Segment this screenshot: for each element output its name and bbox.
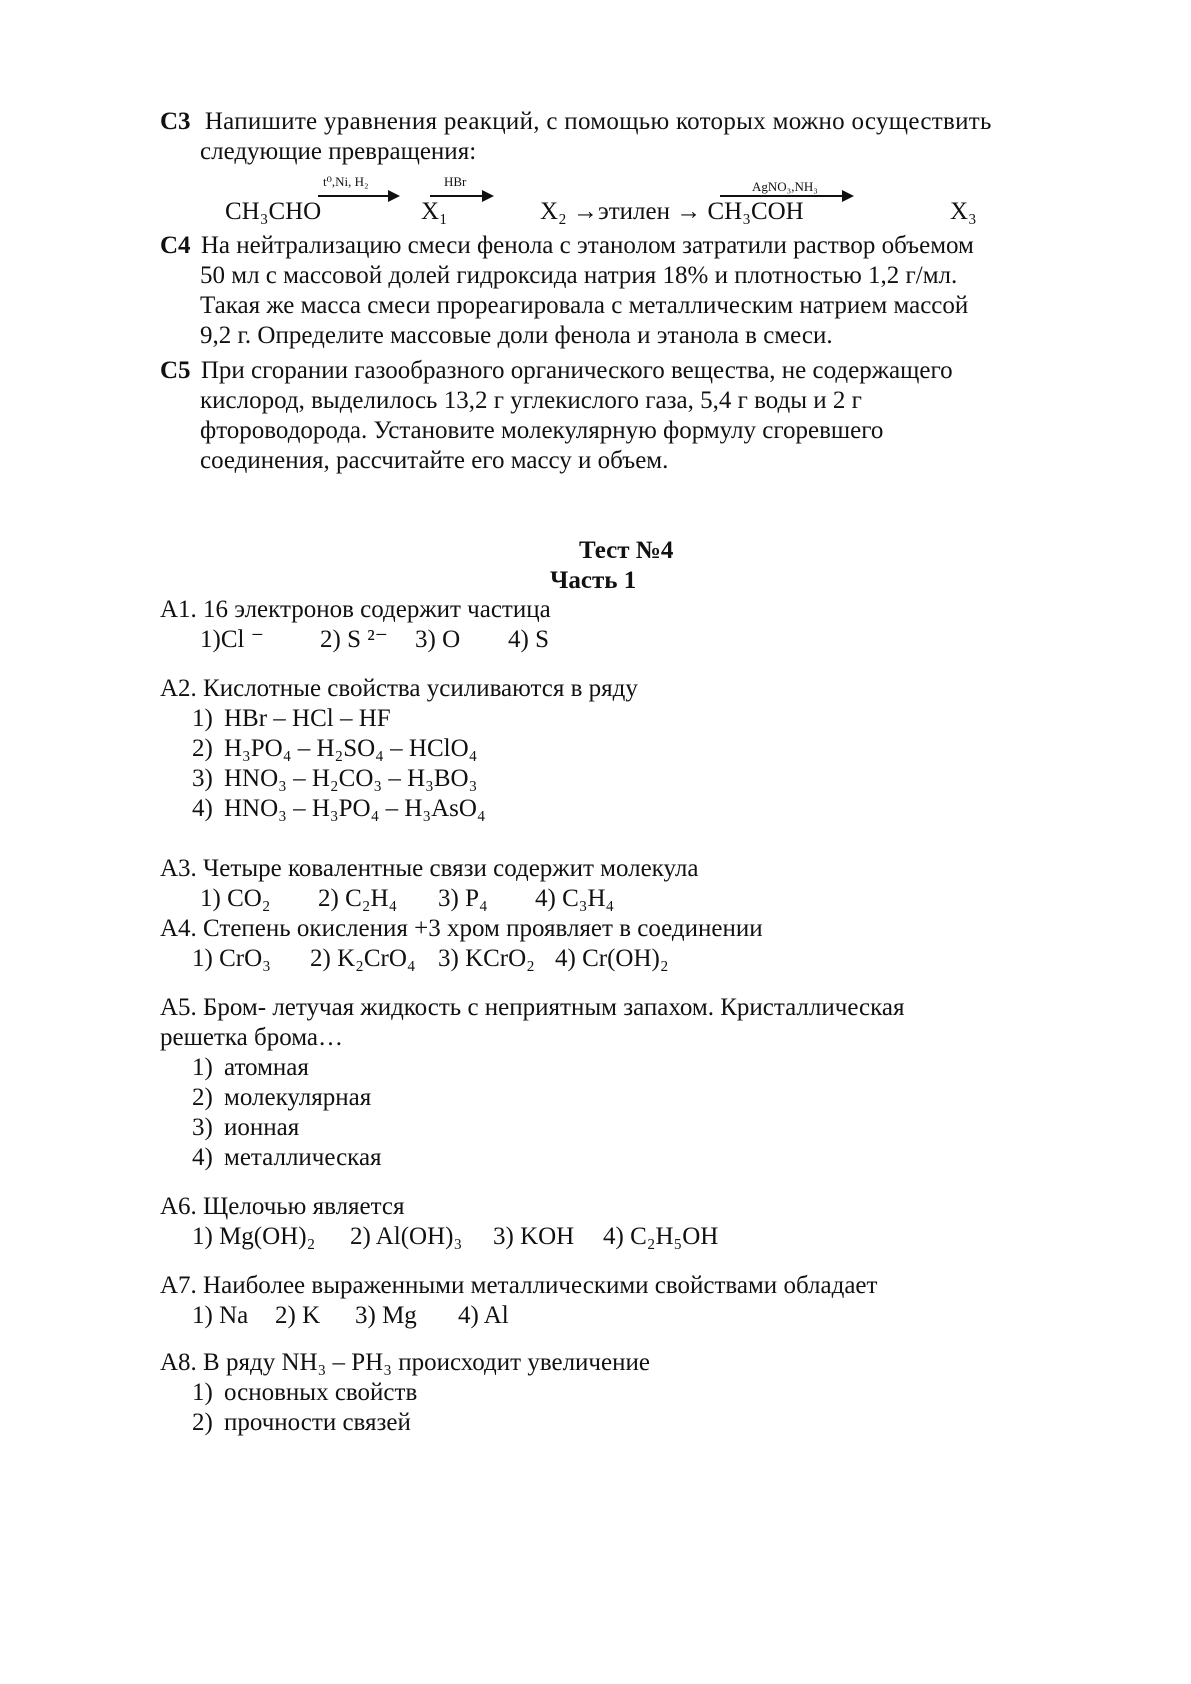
test-title: Тест №4 [579, 537, 674, 564]
a2-option-2-num: 2) [192, 735, 213, 762]
substance-3: X₂ →этилен → CH₃COH [540, 198, 804, 225]
a8-option-2-text: прочности связей [224, 1409, 411, 1436]
a4-question: А4. Степень окисления +3 хром проявляет в соединении [160, 915, 763, 942]
a7-option-3: 3) Mg [355, 1302, 417, 1329]
a2-option-1-num: 1) [192, 705, 213, 732]
a7-question: А7. Наиболее выраженными металлическими свойствами обладает [160, 1272, 878, 1299]
a6-option-4: 4) C₂H₅OH [603, 1223, 719, 1250]
c5-line-4: соединения, рассчитайте его массу и объем. [200, 447, 669, 474]
c4-label: С4 [160, 232, 191, 259]
a1-option-1: 1)Cl ⁻ [200, 626, 264, 653]
a3-question: А3. Четыре ковалентные связи содержит молекула [160, 855, 699, 882]
a7-option-4: 4) Al [458, 1302, 509, 1329]
a1-option-3: 3) O [415, 626, 461, 653]
substance-1: CH₃CHO [225, 198, 322, 225]
a5-option-1 [192, 1053, 309, 1083]
a5-option-3-text: ионная [224, 1114, 300, 1141]
a4-option-2: 2) K₂CrO₄ [310, 945, 416, 972]
c3-line-2: следующие превращения: [200, 138, 477, 165]
arrow-1 [318, 195, 398, 197]
a8-option-1 [192, 1378, 417, 1408]
condition-1: t⁰,Ni, H₂ [323, 174, 369, 189]
a3-option-1: 1) CO₂ [200, 885, 271, 912]
a2-question: А2. Кислотные свойства усиливаются в ряду [160, 675, 638, 702]
c5-line-3: фтороводорода. Установите молекулярную формулу сгоревшего [200, 417, 884, 444]
a5-option-3 [192, 1113, 299, 1143]
a5-option-2 [192, 1083, 371, 1113]
a2-option-3-text: HNO₃ – H₂CO₃ – H₃BO₃ [224, 765, 478, 792]
a4-option-1: 1) CrO₃ [192, 945, 271, 972]
a2-option-4 [192, 794, 486, 824]
a4-option-4: 4) Cr(OH)₂ [555, 945, 669, 972]
c4-line-3: Такая же масса смеси прореагировала с металлическим натрием массой [200, 292, 969, 319]
c5-line-1 [160, 356, 953, 386]
c4-line-2: 50 мл с массовой долей гидроксида натрия 18% и плотностью 1,2 г/мл. [200, 262, 958, 289]
a5-option-2-text: молекулярная [224, 1084, 372, 1111]
a6-question: А6. Щелочью является [160, 1193, 405, 1220]
a5-option-2-num: 2) [192, 1084, 213, 1111]
a5-option-4-num: 4) [192, 1144, 213, 1171]
a8-option-2 [192, 1408, 411, 1438]
a5-option-1-text: атомная [224, 1054, 309, 1081]
c4-line-4: 9,2 г. Определите массовые доли фенола и этанола в смеси. [200, 322, 833, 349]
c3-line-1 [160, 107, 992, 137]
part-title: Часть 1 [550, 567, 637, 594]
a8-option-1-num: 1) [192, 1379, 213, 1406]
a8-option-2-num: 2) [192, 1409, 213, 1436]
c3-text-1: Напишите уравнения реакций, с помощью которых можно осуществить [204, 108, 992, 135]
c4-line-1 [160, 231, 974, 261]
a1-option-4: 4) S [508, 626, 549, 653]
a2-option-4-text: HNO₃ – H₃PO₄ – H₃AsO₄ [224, 795, 486, 822]
a1-option-2: 2) S ²⁻ [320, 626, 388, 653]
a5-question-line-1: А5. Бром- летучая жидкость с неприятным запахом. Кристаллическая [160, 994, 905, 1021]
substance-2: X₁ [421, 198, 448, 225]
a3-option-2: 2) C₂H₄ [318, 885, 398, 912]
a2-option-3 [192, 764, 477, 794]
a2-option-1 [192, 704, 391, 734]
a3-option-4: 4) C₃H₄ [535, 885, 615, 912]
a2-option-3-num: 3) [192, 765, 213, 792]
a5-option-4 [192, 1143, 382, 1173]
a6-option-2: 2) Al(OH)₃ [350, 1223, 463, 1250]
a8-option-1-text: основных свойств [224, 1379, 418, 1406]
a4-option-3: 3) KCrO₂ [438, 945, 535, 972]
a7-option-2: 2) K [275, 1302, 321, 1329]
a6-option-3: 3) KOH [493, 1223, 575, 1250]
substance-4: X₃ [950, 198, 977, 225]
a2-option-4-num: 4) [192, 795, 213, 822]
a5-option-4-text: металлическая [224, 1144, 382, 1171]
a5-question-line-2: решетка брома… [160, 1024, 343, 1051]
condition-2: HBr [444, 174, 467, 189]
a5-option-1-num: 1) [192, 1054, 213, 1081]
a2-option-2 [192, 734, 477, 764]
a6-option-1: 1) Mg(OH)₂ [192, 1223, 316, 1250]
a2-option-2-text: H₃PO₄ – H₂SO₄ – HClO₄ [224, 735, 478, 762]
condition-3: AgNO₃,NH₃ [752, 179, 818, 194]
a3-option-3: 3) P₄ [438, 885, 488, 912]
a8-question: А8. В ряду NH₃ – PH₃ происходит увеличение [160, 1349, 650, 1376]
a5-option-3-num: 3) [192, 1114, 213, 1141]
c5-line-2: кислород, выделилось 13,2 г углекислого газа, 5,4 г воды и 2 г [200, 387, 862, 414]
c4-text-1: На нейтрализацию смеси фенола с этанолом затратили раствор объемом [200, 232, 974, 259]
c5-text-1: При сгорании газообразного органического вещества, не содержащего [200, 357, 953, 384]
c3-label: С3 [160, 108, 191, 135]
a7-option-1: 1) Na [192, 1302, 249, 1329]
a1-question: А1. 16 электронов содержит частица [160, 596, 551, 623]
c5-label: С5 [160, 357, 191, 384]
a2-option-1-text: HBr – HCl – HF [224, 705, 391, 732]
